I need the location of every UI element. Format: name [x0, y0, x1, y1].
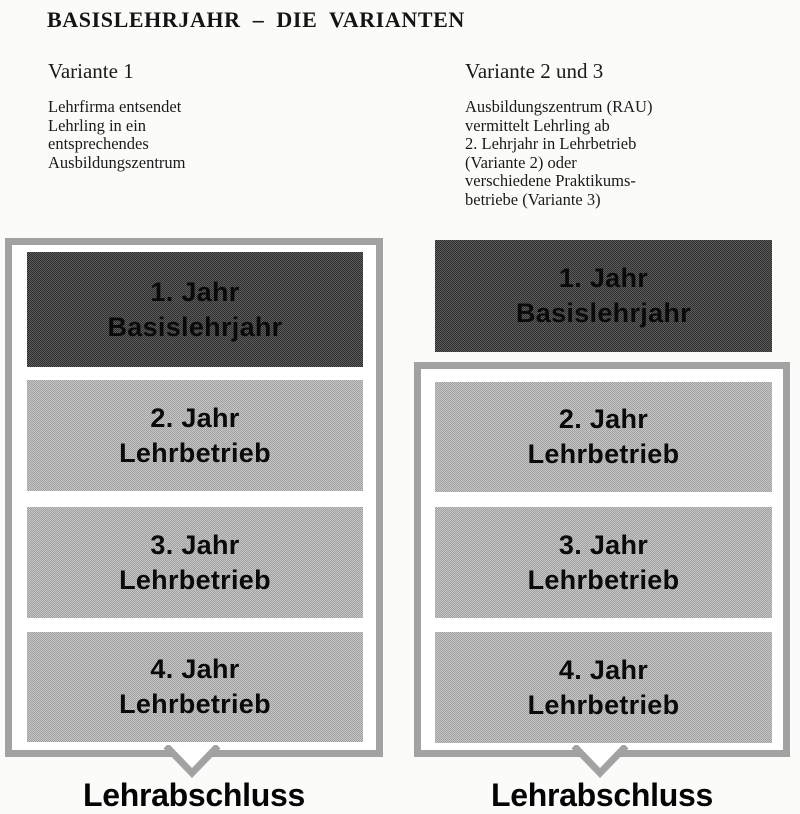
variant1-heading: Variante 1 — [48, 59, 134, 83]
variant2-year4-box — [435, 632, 772, 743]
year-label-line1: 4. Jahr — [558, 654, 649, 685]
variant1-year4-box — [27, 632, 363, 742]
variant1-description — [48, 98, 186, 172]
year-label-line1: 2. Jahr — [150, 402, 240, 433]
variant1-description-line: Ausbildungszentrum — [48, 152, 186, 172]
year-label-line2: Lehrbetrieb — [527, 564, 680, 595]
variant1-description-line: Lehrfirma entsendet — [48, 97, 182, 116]
year-label-line2: Lehrbetrieb — [119, 564, 271, 595]
variant2-heading: Variante 2 und 3 — [465, 59, 604, 83]
year-label-line1: 1. Jahr — [558, 263, 649, 293]
year-label-line1: 3. Jahr — [150, 529, 240, 560]
year-label-line1: 4. Jahr — [150, 654, 240, 684]
down-arrow-icon — [570, 745, 630, 779]
year-label-line1: 3. Jahr — [558, 529, 649, 560]
year-label-line2: Lehrbetrieb — [527, 689, 680, 720]
variant2-description-line: 2. Lehrjahr in Lehrbetrieb — [465, 134, 637, 154]
variant2-year2-box — [435, 382, 772, 492]
year-label-line2: Basislehrjahr — [516, 298, 691, 328]
variant2-result-label: Lehrabschluss — [491, 777, 713, 813]
variant1-year2-box — [27, 380, 363, 491]
year-label-line2: Lehrbetrieb — [119, 437, 271, 468]
down-arrow-icon — [162, 745, 222, 779]
year-label-line2: Lehrbetrieb — [527, 439, 680, 469]
variant2-description-line: (Variante 2) oder — [465, 152, 577, 172]
variant2-year1-box — [435, 240, 772, 352]
variant2-description-line: betriebe (Variante 3) — [465, 189, 601, 209]
variant1-description-line: entsprechendes — [48, 134, 149, 154]
variant2-year3-box — [435, 507, 772, 618]
variant1-result-label: Lehrabschluss — [83, 777, 305, 813]
year-label-line1: 2. Jahr — [558, 404, 649, 434]
variant2-description-line: Ausbildungszentrum (RAU) — [465, 97, 653, 116]
variant2-description-line: vermittelt Lehrling ab — [465, 115, 610, 135]
variant2-description — [465, 98, 652, 210]
year-label-line1: 1. Jahr — [150, 276, 240, 307]
variant1-description-line: Lehrling in ein — [48, 115, 147, 135]
variant1-year1-box — [27, 252, 363, 367]
year-label-line2: Lehrbetrieb — [119, 689, 271, 719]
variant1-year3-box — [27, 507, 363, 618]
year-label-line2: Basislehrjahr — [107, 311, 283, 342]
page-title: BASISLEHRJAHR – DIE VARIANTEN — [47, 7, 465, 32]
variant2-description-line: verschiedene Praktikums- — [465, 171, 636, 191]
